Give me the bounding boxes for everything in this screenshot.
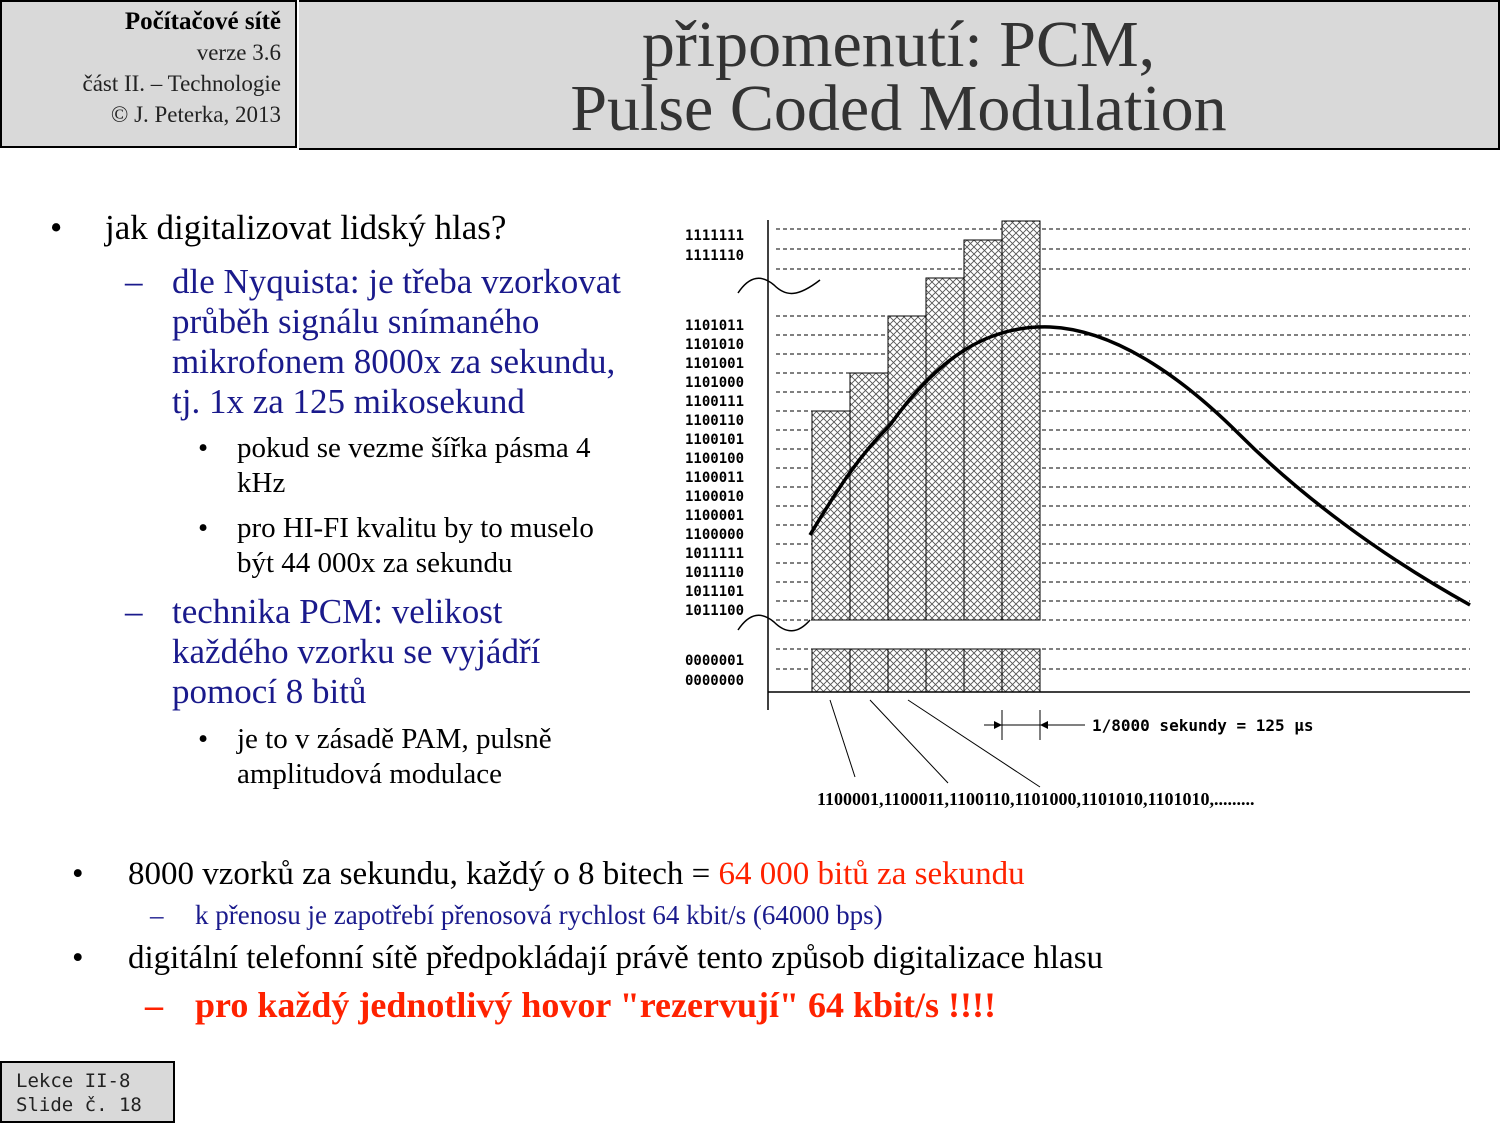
level-label: 1011111	[685, 546, 745, 562]
bullet-2-text	[128, 854, 1025, 894]
sub-sub-mark-3: •	[198, 723, 209, 755]
sub-bullet-1-line1: dle Nyquista: je třeba vzorkovat	[172, 262, 622, 301]
level-label: 1111111	[685, 228, 745, 244]
level-label: 1101000	[685, 375, 745, 391]
level-label: 0000000	[685, 673, 745, 689]
leader-line	[830, 700, 855, 777]
sub-bullet-2-line2: každého vzorku se vyjádří	[172, 632, 541, 671]
level-label: 1100011	[685, 470, 745, 486]
level-label: 1011100	[685, 603, 745, 619]
level-label: 1100010	[685, 489, 745, 505]
sample-bar	[926, 278, 964, 620]
leader-line	[870, 700, 948, 783]
leader-line	[908, 700, 1040, 787]
level-label: 1100111	[685, 394, 745, 410]
level-label: 1101001	[685, 356, 745, 372]
course-copyright: © J. Peterka, 2013	[110, 102, 281, 127]
level-label: 1011110	[685, 565, 745, 581]
sub-sub-mark-1: •	[198, 432, 209, 464]
slide-footer	[0, 1061, 175, 1123]
sample-bar	[812, 411, 850, 620]
dash-mark-1: –	[125, 262, 143, 301]
slide-title	[299, 0, 1500, 150]
level-label: 0000001	[685, 653, 745, 669]
sample-bar-base	[812, 649, 850, 692]
dash-mark-2: –	[125, 592, 143, 631]
sub-bullet-2-line3: pomocí 8 bitů	[172, 672, 367, 711]
sub-bullet-1-line3: mikrofonem 8000x za sekundu,	[172, 342, 616, 381]
axis-break-bottom	[738, 615, 810, 630]
bullet-2-main: 8000 vzorků za sekundu, každý o 8 bitech =	[128, 856, 719, 892]
sub-bullet-2-line1: technika PCM: velikost	[172, 592, 503, 631]
level-label: 1100101	[685, 432, 745, 448]
level-label: 1101010	[685, 337, 745, 353]
level-label: 1101011	[685, 318, 745, 334]
axis-break-top	[738, 278, 820, 293]
course-part: část II. – Technologie	[82, 71, 281, 96]
course-version: verze 3.6	[196, 40, 281, 65]
bullet-1-text: jak digitalizovat lidský hlas?	[105, 208, 507, 247]
level-label: 1100110	[685, 413, 745, 429]
dash-mark-3: –	[150, 900, 164, 930]
code-sequence: 1100001,1100011,1100110,1101000,1101010,1101010,.........	[817, 789, 1255, 809]
sample-bar-base	[926, 649, 964, 692]
bullet-3-sub: pro každý jednotlivý hovor "rezervují" 64 kbit/s !!!!	[195, 985, 996, 1025]
sample-bar	[888, 316, 926, 620]
footer-slide-number: Slide č. 18	[16, 1094, 142, 1116]
sample-bar-base	[964, 649, 1002, 692]
slide-title-line2: Pulse Coded Modulation	[570, 72, 1227, 145]
sub-sub-item-2-line2: být 44 000x za sekundu	[237, 547, 513, 579]
sub-bullet-1-line4: tj. 1x za 125 mikosekund	[172, 382, 525, 421]
level-label: 1111110	[685, 248, 745, 264]
level-label: 1100000	[685, 527, 745, 543]
bullet-2-highlight: 64 000 bitů za sekundu	[718, 856, 1025, 892]
level-label: 1011101	[685, 584, 745, 600]
pcm-quantization-diagram	[680, 205, 1480, 825]
bullet-mark-2: •	[72, 856, 84, 892]
sub-sub-mark-2: •	[198, 512, 209, 544]
sub-sub-item-3-line1: je to v zásadě PAM, pulsně	[237, 723, 552, 755]
level-label: 1100100	[685, 451, 745, 467]
sub-sub-item-3-line2: amplitudová modulace	[237, 758, 502, 790]
course-name: Počítačové sítě	[124, 8, 281, 35]
footer-lesson: Lekce II-8	[16, 1070, 131, 1092]
sub-sub-item-1-line2: kHz	[237, 467, 286, 499]
bullet-3-text: digitální telefonní sítě předpokládají právě tento způsob digitalizace hlasu	[128, 940, 1104, 976]
sample-bar	[1002, 221, 1040, 620]
sample-bar	[964, 240, 1002, 620]
dash-mark-4: –	[145, 985, 163, 1025]
bullet-mark-1: •	[50, 208, 63, 247]
bullet-2-sub: k přenosu je zapotřebí přenosová rychlost 64 kbit/s (64000 bps)	[195, 900, 883, 930]
bullet-mark-3: •	[72, 940, 84, 976]
sample-bar-base	[888, 649, 926, 692]
sample-bar-base	[850, 649, 888, 692]
sub-sub-item-1-line1: pokud se vezme šířka pásma 4	[237, 432, 591, 464]
sample-bar	[850, 373, 888, 620]
course-info-box	[0, 0, 297, 148]
sample-bar-base	[1002, 649, 1040, 692]
period-label: 1/8000 sekundy = 125 µs	[1092, 716, 1314, 735]
level-label: 1100001	[685, 508, 745, 524]
sub-sub-item-2-line1: pro HI-FI kvalitu by to muselo	[237, 512, 594, 544]
sub-bullet-1-line2: průběh signálu snímaného	[172, 302, 540, 341]
slide-title-line1: připomenutí: PCM,	[641, 8, 1156, 81]
